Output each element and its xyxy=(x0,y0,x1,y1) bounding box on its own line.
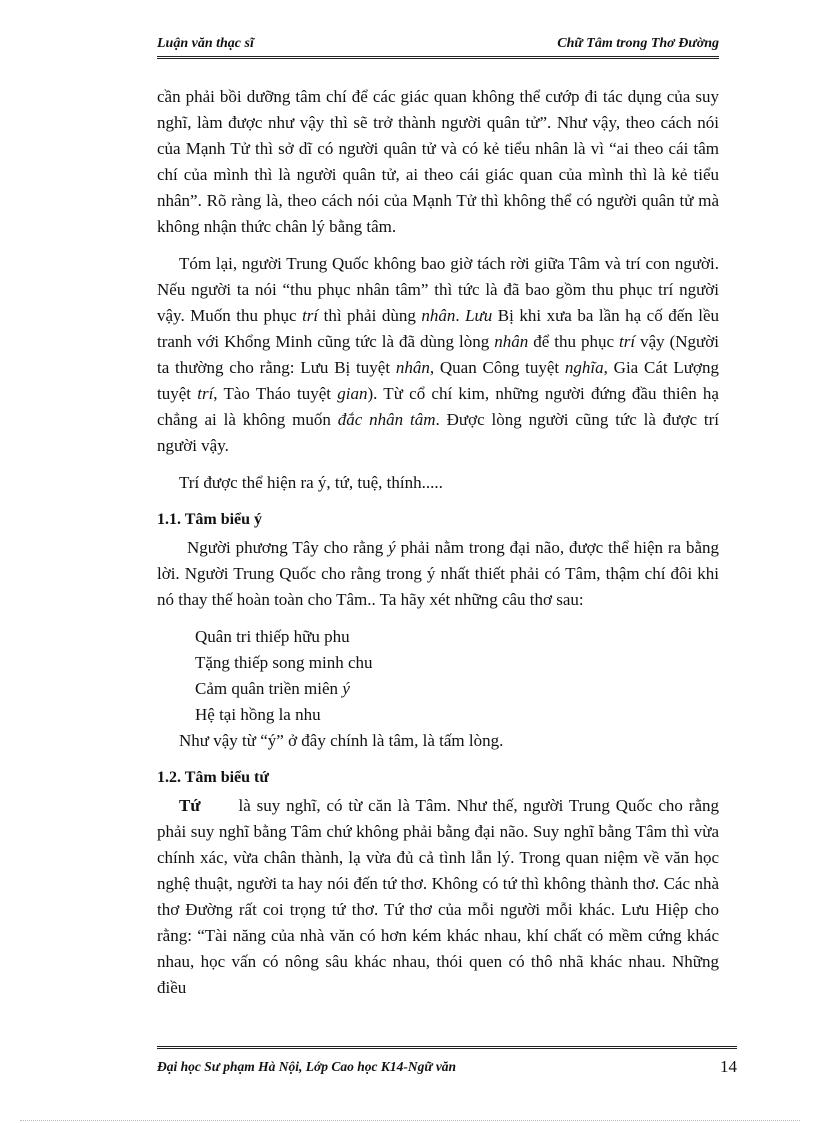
paragraph-summary: Tóm lại, người Trung Quốc không bao giờ tách rời giữa Tâm và trí con người. Nếu người ta nói “thu phục nhân tâm” thì tức là đã bao gồm thu phục trí người vậy. Muốn thu phục trí thì phải dùng nhân. Lưu Bị khi xưa ba lần hạ cố đến lều tranh với Khổng Minh cũng tức là đã dùng lòng nhân để thu phục trí vậy (Người ta thường cho rằng: Lưu Bị tuyệt nhân, Quan Công tuyệt nghĩa, Gia Cát Lượng tuyệt trí, Tào Tháo tuyệt gian). Từ cổ chí kim, những người đứng đầu thiên hạ chẳng ai là không muốn đắc nhân tâm. Được lòng người cũng tức là được trí người vậy. xyxy=(157,254,720,455)
page-header xyxy=(157,34,719,59)
poem-line: Tặng thiếp song minh chu xyxy=(195,653,373,672)
header-thesis-label: Luận văn thạc sĩ xyxy=(157,36,254,51)
page-footer xyxy=(157,1046,737,1089)
header-thesis-title: Chữ Tâm trong Thơ Đường xyxy=(557,36,719,51)
footer-institution: Đại học Sư phạm Hà Nội, Lớp Cao học K14-Ngữ văn xyxy=(157,1059,457,1074)
poem-line: Cảm quân triền miên ý xyxy=(195,679,350,698)
paragraph-tam-bieu-y: Người phương Tây cho rằng ý phải nằm trong đại não, được thể hiện ra bằng lời. Người Trung Quốc cho rằng trong ý nhất thiết phải có Tâm, thậm chí đôi khi nó thay thế hoàn toàn cho Tâm.. Ta hãy xét những câu thơ sau: xyxy=(157,538,719,609)
page-edge-divider xyxy=(20,1120,800,1121)
poem-line: Hệ tại hồng la nhu xyxy=(195,705,321,724)
section-heading-tam-bieu-tu: 1.2. Tâm biểu tứ xyxy=(157,769,269,786)
paragraph-y-conclusion: Như vậy từ “ý” ở đây chính là tâm, là tấm lòng. xyxy=(179,731,504,750)
paragraph-tri: Trí được thể hiện ra ý, tứ, tuệ, thính..... xyxy=(179,473,443,492)
poem-line: Quân tri thiếp hữu phu xyxy=(195,627,350,646)
page-number: 14 xyxy=(720,1057,737,1076)
paragraph-continuation: cần phải bồi dưỡng tâm chí để các giác quan không thể cướp đi tác dụng của suy nghĩ, làm được như vậy thì sẽ trở thành người quân tử”. Như vậy, theo cách nói của Mạnh Tử thì sở dĩ có người quân tử và có kẻ tiểu nhân là vì “ai theo cái tâm chí của mình thì là người quân tử, ai theo cái giác quan của mình thì là kẻ tiểu nhân”. Rõ ràng là, theo cách nói của Mạnh Tử thì không thể có người quân tử mà không nhận thức chân lý bằng tâm. xyxy=(157,87,719,236)
section-heading-tam-bieu-y: 1.1. Tâm biểu ý xyxy=(157,511,263,528)
term-tu: Tứ xyxy=(179,796,201,815)
paragraph-tam-bieu-tu: Tứ là suy nghĩ, có từ căn là Tâm. Như thế, người Trung Quốc cho rằng phải suy nghĩ bằng Tâm chứ không phải bằng đại não. Suy nghĩ bằng Tâm thì vừa chính xác, vừa chân thành, lạ vừa đủ cả tình lẫn lý. Trong quan niệm về văn học nghệ thuật, người ta hay nói đến tứ thơ. Không có tứ thì không thành thơ. Các nhà thơ Đường rất coi trọng tứ thơ. Tứ thơ của mỗi người mỗi khác. Lưu Hiệp cho rằng: “Tài năng của nhà văn có hơn kém khác nhau, khí chất có mềm cứng khác nhau, học vấn có nông sâu khác nhau, thói quen có thô nhã khác nhau. Những điều xyxy=(157,796,719,997)
poem-block xyxy=(195,624,719,728)
body-text xyxy=(157,84,719,1012)
